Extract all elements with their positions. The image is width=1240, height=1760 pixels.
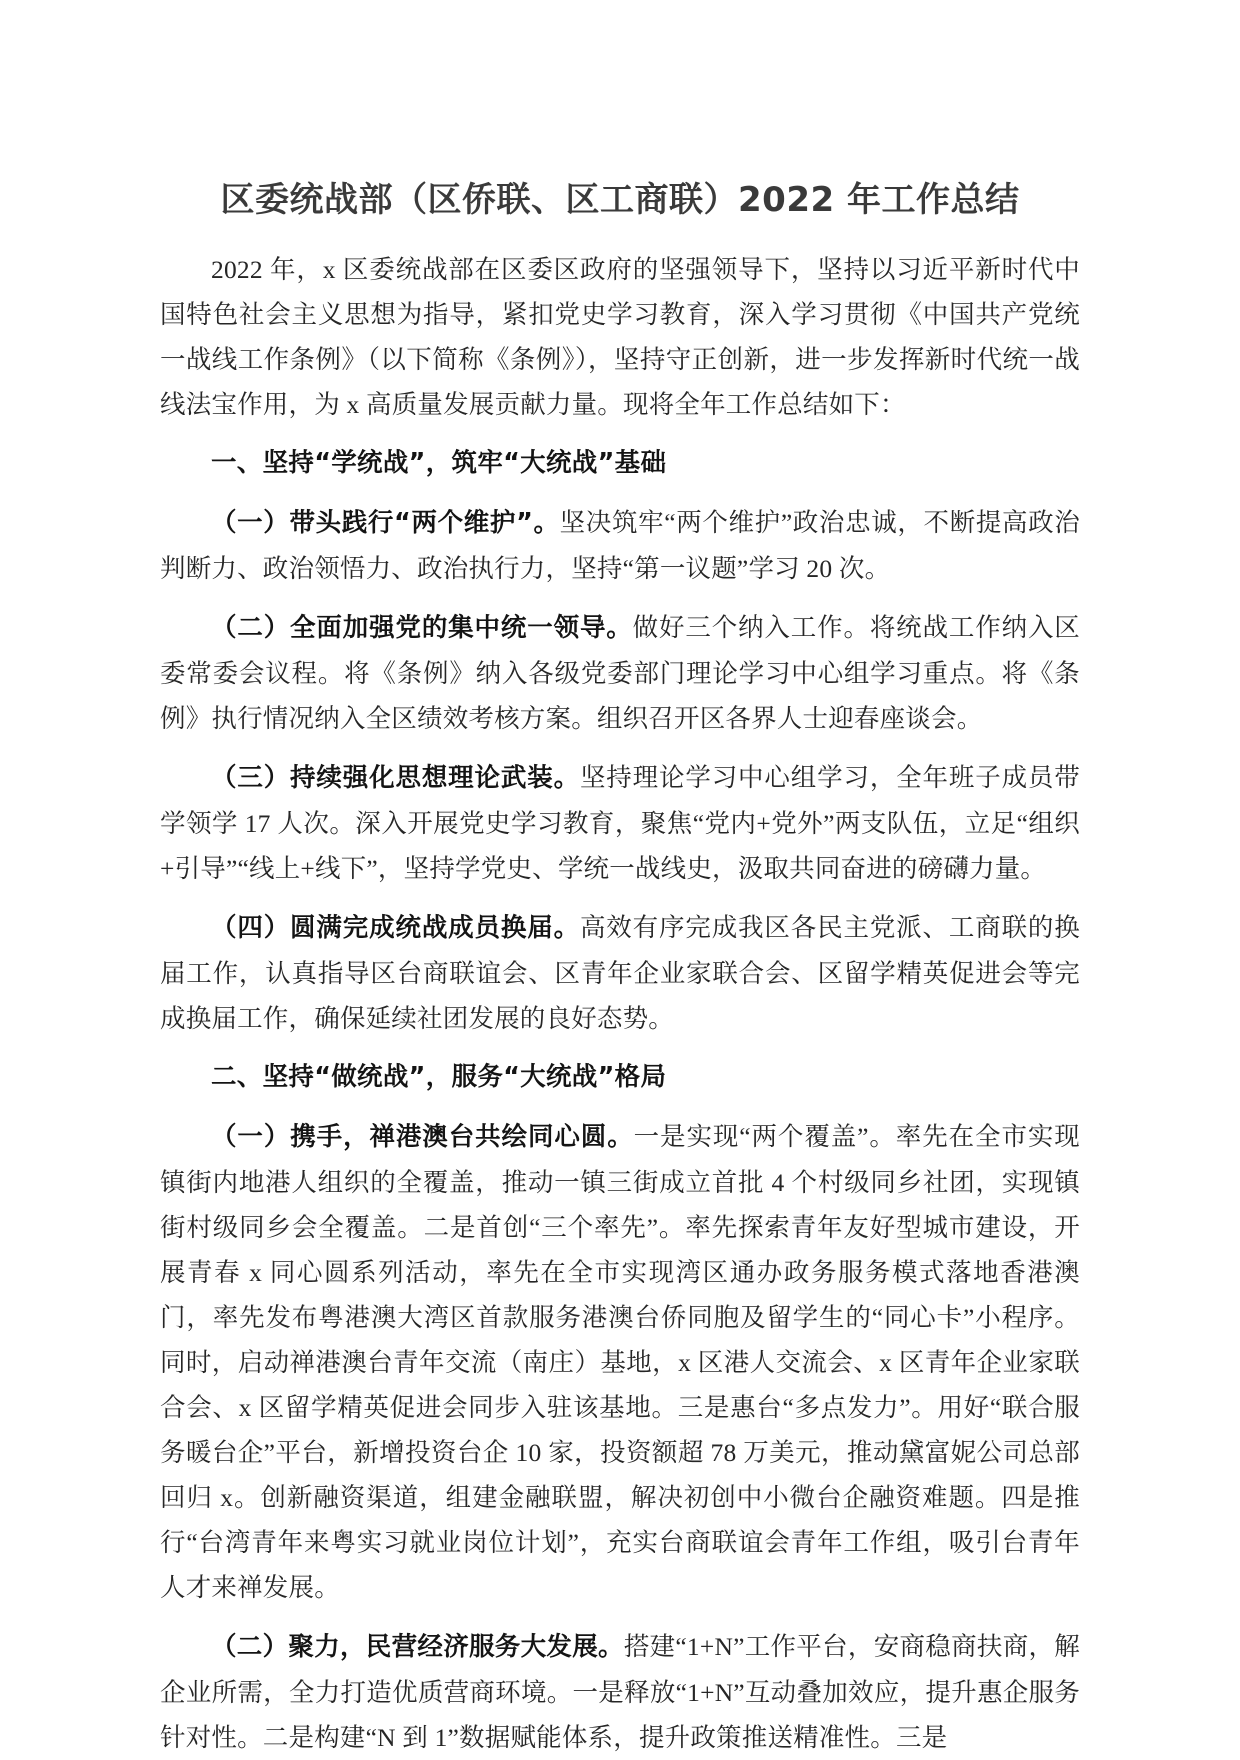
section-1-item-2 [160,605,1080,741]
section-1-item-2-lead: （二）全面加强党的集中统一领导。 [211,613,633,644]
section-1-item-4-body: 高效有序完成我区各民主党派、工商联的换届工作，认真指导区台商联谊会、区青年企业家联合会、区留学精英促进会等完成换届工作，确保延续社团发展的良好态势。 [160,913,1080,1034]
section-1-item-4-lead: （四）圆满完成统战成员换届。 [211,913,580,944]
section-1-item-2-body: 做好三个纳入工作。将统战工作纳入区委常委会议程。将《条例》纳入各级党委部门理论学习中心组学习重点。将《条例》执行情况纳入全区绩效考核方案。组织召开区各界人士迎春座谈会。 [160,613,1081,734]
section-1-item-1 [160,500,1080,591]
section-2-item-1 [160,1114,1080,1610]
section-2-item-2 [160,1624,1080,1760]
section-2-item-2-body: 搭建“1+N”工作平台，安商稳商扶商，解企业所需，全力打造优质营商环境。一是释放“1+N”互动叠加效应，提升惠企服务针对性。二是构建“N 到 1”数据赋能体系，提升政策推送精准性。三是 [160,1632,1080,1753]
section-heading-1: 一、坚持“学统战”，筑牢“大统战”基础 [211,448,667,479]
section-2-item-1-lead: （一）携手，禅港澳台共绘同心圆。 [211,1122,634,1153]
section-2-item-1-body: 一是实现“两个覆盖”。率先在全市实现镇街内地港人组织的全覆盖，推动一镇三街成立首批 4 个村级同乡社团，实现镇街村级同乡会全覆盖。二是首创“三个率先”。率先探索青年友好型城市建设，开展青春 x 同心圆系列活动，率先在全市实现湾区通办政务服务模式落地香港澳门，率先发布粤港澳大湾区首款服务港澳台侨同胞及留学生的“同心卡”小程序。同时，启动禅港澳台青年交流（南庄）基地，x 区港人交流会、x 区青年企业家联合会、x 区留学精英促进会同步入驻该基地。三是惠台“多点发力”。用好“联合服务暖台企”平台，新增投资台企 10 家，投资额超 78 万美元，推动黛富妮公司总部回归 x。创新融资渠道，组建金融联盟，解决初创中小微台企融资难题。四是推行“台湾青年来粤实习就业岗位计划”，充实台商联谊会青年工作组，吸引台青年人才来禅发展。 [160,1122,1080,1603]
section-1-item-3-body: 坚持理论学习中心组学习，全年班子成员带学领学 17 人次。深入开展党史学习教育，聚焦“党内+党外”两支队伍，立足“组织+引导”“线上+线下”，坚持学党史、学统一战线史，汲取共同奋进的磅礴力量。 [160,763,1080,884]
intro-paragraph: 2022 年，x 区委统战部在区委区政府的坚强领导下，坚持以习近平新时代中国特色社会主义思想为指导，紧扣党史学习教育，深入学习贯彻《中国共产党统一战线工作条例》（以下简称《条例》），坚持守正创新，进一步发挥新时代统一战线法宝作用，为 x 高质量发展贡献力量。现将全年工作总结如下： [160,255,1080,420]
section-1-item-1-body: 坚决筑牢“两个维护”政治忠诚，不断提高政治判断力、政治领悟力、政治执行力，坚持“第一议题”学习 20 次。 [160,508,1080,584]
section-1-item-4 [160,905,1080,1041]
section-2-item-2-lead: （二）聚力，民营经济服务大发展。 [211,1632,624,1663]
section-heading-2: 二、坚持“做统战”，服务“大统战”格局 [211,1062,667,1093]
section-1-item-3 [160,755,1080,891]
section-1-item-1-lead: （一）带头践行“两个维护”。 [211,508,560,539]
section-1-item-3-lead: （三）持续强化思想理论武装。 [211,763,580,794]
page-title: 区委统战部（区侨联、区工商联）2022 年工作总结 [220,180,1020,220]
